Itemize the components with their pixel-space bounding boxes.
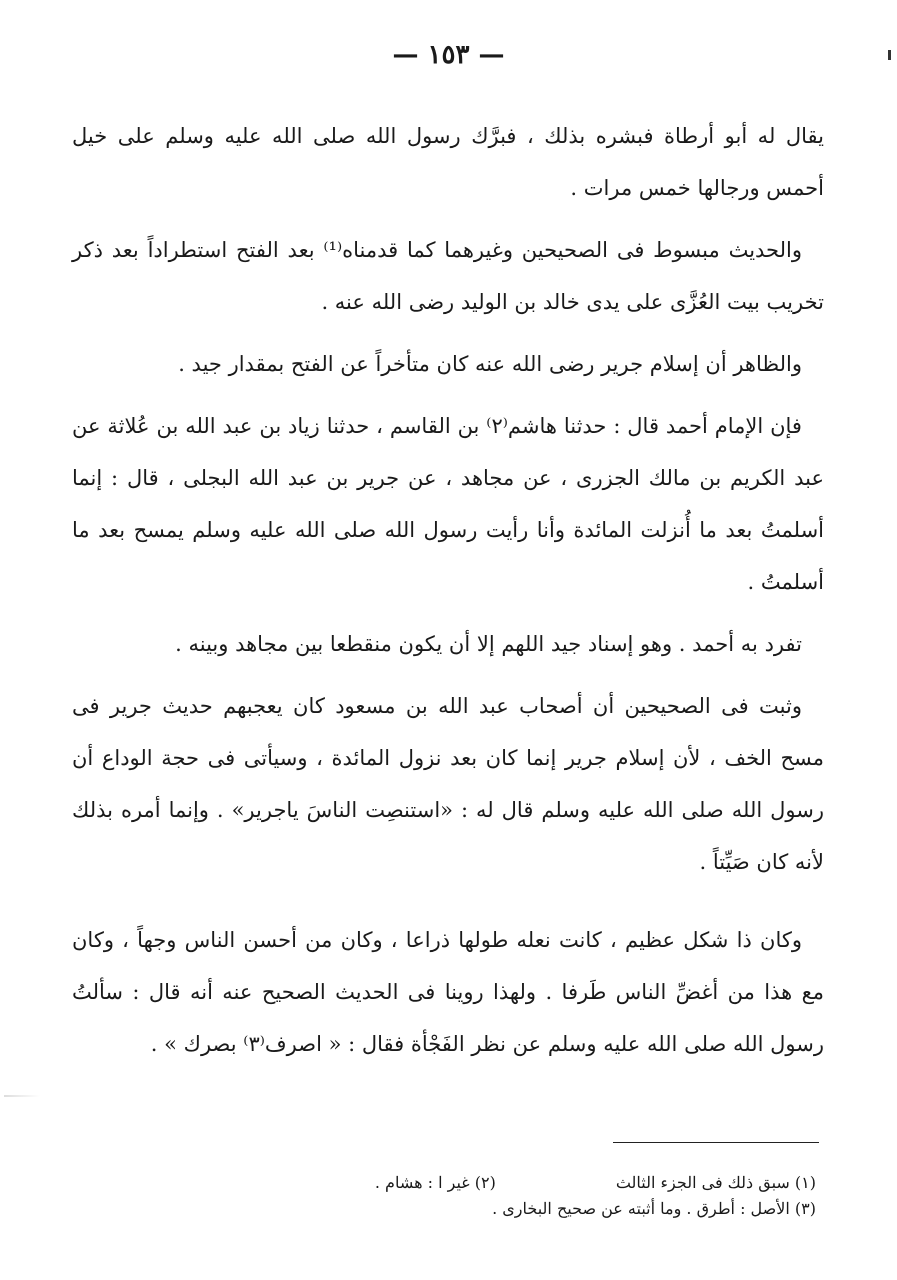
- scan-smudge: [4, 1095, 40, 1097]
- footnote-3: (٣) الأصل : أطرق . وما أثبته عن صحيح البخارى .: [492, 1199, 816, 1218]
- footnote-2: (٢) غير ا : هشام .: [374, 1173, 496, 1192]
- scan-edge-mark: [888, 50, 891, 60]
- paragraph: تفرد به أحمد . وهو إسناد جيد اللهم إلا أن يكون منقطعا بين مجاهد وبينه .: [175, 632, 802, 656]
- footnote-row: [260, 1170, 816, 1196]
- page-number: — ١٥٣ —: [392, 40, 505, 70]
- paragraph: يقال له أبو أرطاة فبشره بذلك ، فبرَّك رسول الله صلى الله عليه وسلم على خيل أحمس ورجالها خمس مرات .: [72, 124, 824, 200]
- footnote-row: [260, 1196, 816, 1222]
- paragraph: والحديث مبسوط فى الصحيحين وغيرهما كما قدمناه⁽¹⁾ بعد الفتح استطراداً بعد ذكر تخريب بيت العُزَّى على يدى خالد بن الوليد رضى الله عنه .: [72, 238, 824, 314]
- footnote-1: (١) سبق ذلك فى الجزء الثالث: [615, 1173, 816, 1192]
- paragraph: وثبت فى الصحيحين أن أصحاب عبد الله بن مسعود كان يعجبهم حديث جرير فى مسح الخف ، لأن إسلام جرير إنما كان بعد نزول المائدة ، وسيأتى فى حجة الوداع أن رسول الله صلى الله عليه وسلم قال له : «استنصِت الناسَ ياجرير» . وإنما أمره بذلك لأنه كان صَيِّتاً .: [72, 694, 824, 874]
- paragraph: فإن الإمام أحمد قال : حدثنا هاشم⁽٢⁾ بن القاسم ، حدثنا زياد بن عبد الله بن عُلاثة عن عبد الكريم بن مالك الجزرى ، عن مجاهد ، عن جرير بن عبد الله البجلى ، قال : إنما أسلمتُ بعد ما أُنزلت المائدة وأنا رأيت رسول الله صلى الله عليه وسلم يمسح بعد ما أسلمتُ .: [72, 414, 824, 594]
- paragraph: والظاهر أن إسلام جرير رضى الله عنه كان متأخراً عن الفتح بمقدار جيد .: [178, 352, 802, 376]
- body-text: [72, 110, 824, 1080]
- footnote-divider: [613, 1142, 819, 1143]
- paragraph: وكان ذا شكل عظيم ، كانت نعله طولها ذراعا ، وكان من أحسن الناس وجهاً ، وكان مع هذا من أغضِّ الناس طَرفا . ولهذا روينا فى الحديث الصحيح عنه أنه قال : سألتُ رسول الله صلى الله عليه وسلم عن نظر الفَجْأة فقال : « اصرف⁽٣⁾ بصرك » .: [72, 928, 824, 1056]
- footnotes: [260, 1170, 816, 1222]
